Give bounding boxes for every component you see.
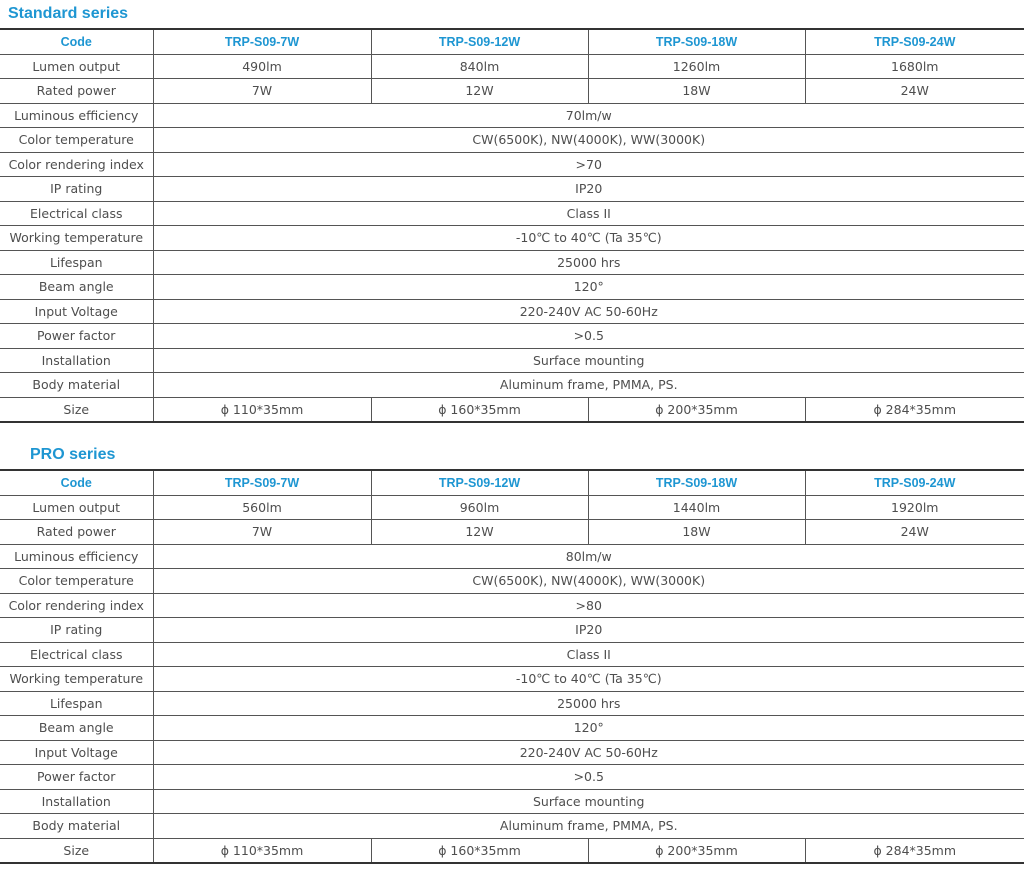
table-row [0,128,1024,153]
row-value: 70lm/w [153,103,1024,128]
header-model-cell: TRP-S09-18W [588,470,805,495]
table-row [0,691,1024,716]
row-label: Color temperature [0,569,153,594]
row-value: 840lm [371,54,588,79]
row-value: ϕ 200*35mm [588,838,805,863]
row-value: ϕ 284*35mm [805,838,1024,863]
row-value: Surface mounting [153,348,1024,373]
table-row [0,667,1024,692]
row-label: Power factor [0,765,153,790]
row-value: 24W [805,520,1024,545]
row-label: Power factor [0,324,153,349]
table-header-row [0,29,1024,54]
row-label: Size [0,397,153,422]
table-row [0,103,1024,128]
row-label: Body material [0,814,153,839]
row-label: Beam angle [0,716,153,741]
header-model-cell: TRP-S09-12W [371,29,588,54]
row-value: Surface mounting [153,789,1024,814]
row-label: Electrical class [0,201,153,226]
table-row [0,814,1024,839]
row-value: 1260lm [588,54,805,79]
table-row [0,789,1024,814]
row-value: 18W [588,520,805,545]
header-model-cell: TRP-S09-24W [805,470,1024,495]
table-row [0,226,1024,251]
row-value: 1680lm [805,54,1024,79]
row-label: Luminous efficiency [0,544,153,569]
row-label: Lifespan [0,691,153,716]
row-value: Class II [153,201,1024,226]
row-label: Body material [0,373,153,398]
row-value: 1440lm [588,495,805,520]
row-value: ϕ 160*35mm [371,397,588,422]
table-row [0,79,1024,104]
row-value: ϕ 284*35mm [805,397,1024,422]
row-value: ϕ 110*35mm [153,397,371,422]
row-label: Working temperature [0,226,153,251]
row-value: 120° [153,716,1024,741]
table-row [0,177,1024,202]
table-row [0,716,1024,741]
row-value: >80 [153,593,1024,618]
row-label: Electrical class [0,642,153,667]
row-value: Aluminum frame, PMMA, PS. [153,814,1024,839]
table-row [0,544,1024,569]
row-value: IP20 [153,618,1024,643]
row-label: Installation [0,789,153,814]
row-value: 7W [153,520,371,545]
row-value: >0.5 [153,324,1024,349]
table-row [0,201,1024,226]
row-value: 80lm/w [153,544,1024,569]
row-value: 25000 hrs [153,250,1024,275]
row-label: Installation [0,348,153,373]
table-row [0,299,1024,324]
table-row [0,495,1024,520]
row-label: Lifespan [0,250,153,275]
row-value: IP20 [153,177,1024,202]
table-row [0,324,1024,349]
table-row [0,54,1024,79]
section-title: Standard series [8,5,129,22]
row-label: Beam angle [0,275,153,300]
row-value: -10℃ to 40℃ (Ta 35℃) [153,667,1024,692]
table-row [0,618,1024,643]
row-label: Size [0,838,153,863]
row-value: 560lm [153,495,371,520]
spec-table [0,469,1024,864]
table-row [0,348,1024,373]
table-row [0,250,1024,275]
row-label: IP rating [0,177,153,202]
table-row [0,593,1024,618]
row-label: Input Voltage [0,299,153,324]
table-row [0,642,1024,667]
table-row [0,520,1024,545]
header-model-cell: TRP-S09-24W [805,29,1024,54]
header-model-cell: TRP-S09-7W [153,470,371,495]
row-value: 220-240V AC 50-60Hz [153,299,1024,324]
row-value: CW(6500K), NW(4000K), WW(3000K) [153,569,1024,594]
header-code-label: Code [0,470,153,495]
table-row [0,740,1024,765]
row-value: 490lm [153,54,371,79]
row-label: Rated power [0,79,153,104]
row-value: >0.5 [153,765,1024,790]
row-label: Color rendering index [0,152,153,177]
row-value: 24W [805,79,1024,104]
row-label: Lumen output [0,54,153,79]
row-label: Color rendering index [0,593,153,618]
row-value: ϕ 110*35mm [153,838,371,863]
row-label: IP rating [0,618,153,643]
row-value: >70 [153,152,1024,177]
row-value: ϕ 160*35mm [371,838,588,863]
table-row [0,152,1024,177]
header-model-cell: TRP-S09-12W [371,470,588,495]
table-row [0,397,1024,422]
row-value: 220-240V AC 50-60Hz [153,740,1024,765]
row-value: 960lm [371,495,588,520]
spec-table [0,28,1024,423]
row-value: 12W [371,79,588,104]
row-value: CW(6500K), NW(4000K), WW(3000K) [153,128,1024,153]
row-value: 120° [153,275,1024,300]
row-label: Input Voltage [0,740,153,765]
row-value: 18W [588,79,805,104]
table-row [0,373,1024,398]
row-label: Working temperature [0,667,153,692]
row-value: ϕ 200*35mm [588,397,805,422]
table-header-row [0,470,1024,495]
table-row [0,838,1024,863]
header-model-cell: TRP-S09-7W [153,29,371,54]
table-row [0,765,1024,790]
row-value: 25000 hrs [153,691,1024,716]
header-model-cell: TRP-S09-18W [588,29,805,54]
section-title: PRO series [30,446,116,463]
row-value: 12W [371,520,588,545]
row-label: Color temperature [0,128,153,153]
header-code-label: Code [0,29,153,54]
row-value: 1920lm [805,495,1024,520]
table-row [0,569,1024,594]
row-value: 7W [153,79,371,104]
row-value: -10℃ to 40℃ (Ta 35℃) [153,226,1024,251]
row-label: Lumen output [0,495,153,520]
row-value: Aluminum frame, PMMA, PS. [153,373,1024,398]
row-label: Luminous efficiency [0,103,153,128]
table-row [0,275,1024,300]
row-label: Rated power [0,520,153,545]
row-value: Class II [153,642,1024,667]
